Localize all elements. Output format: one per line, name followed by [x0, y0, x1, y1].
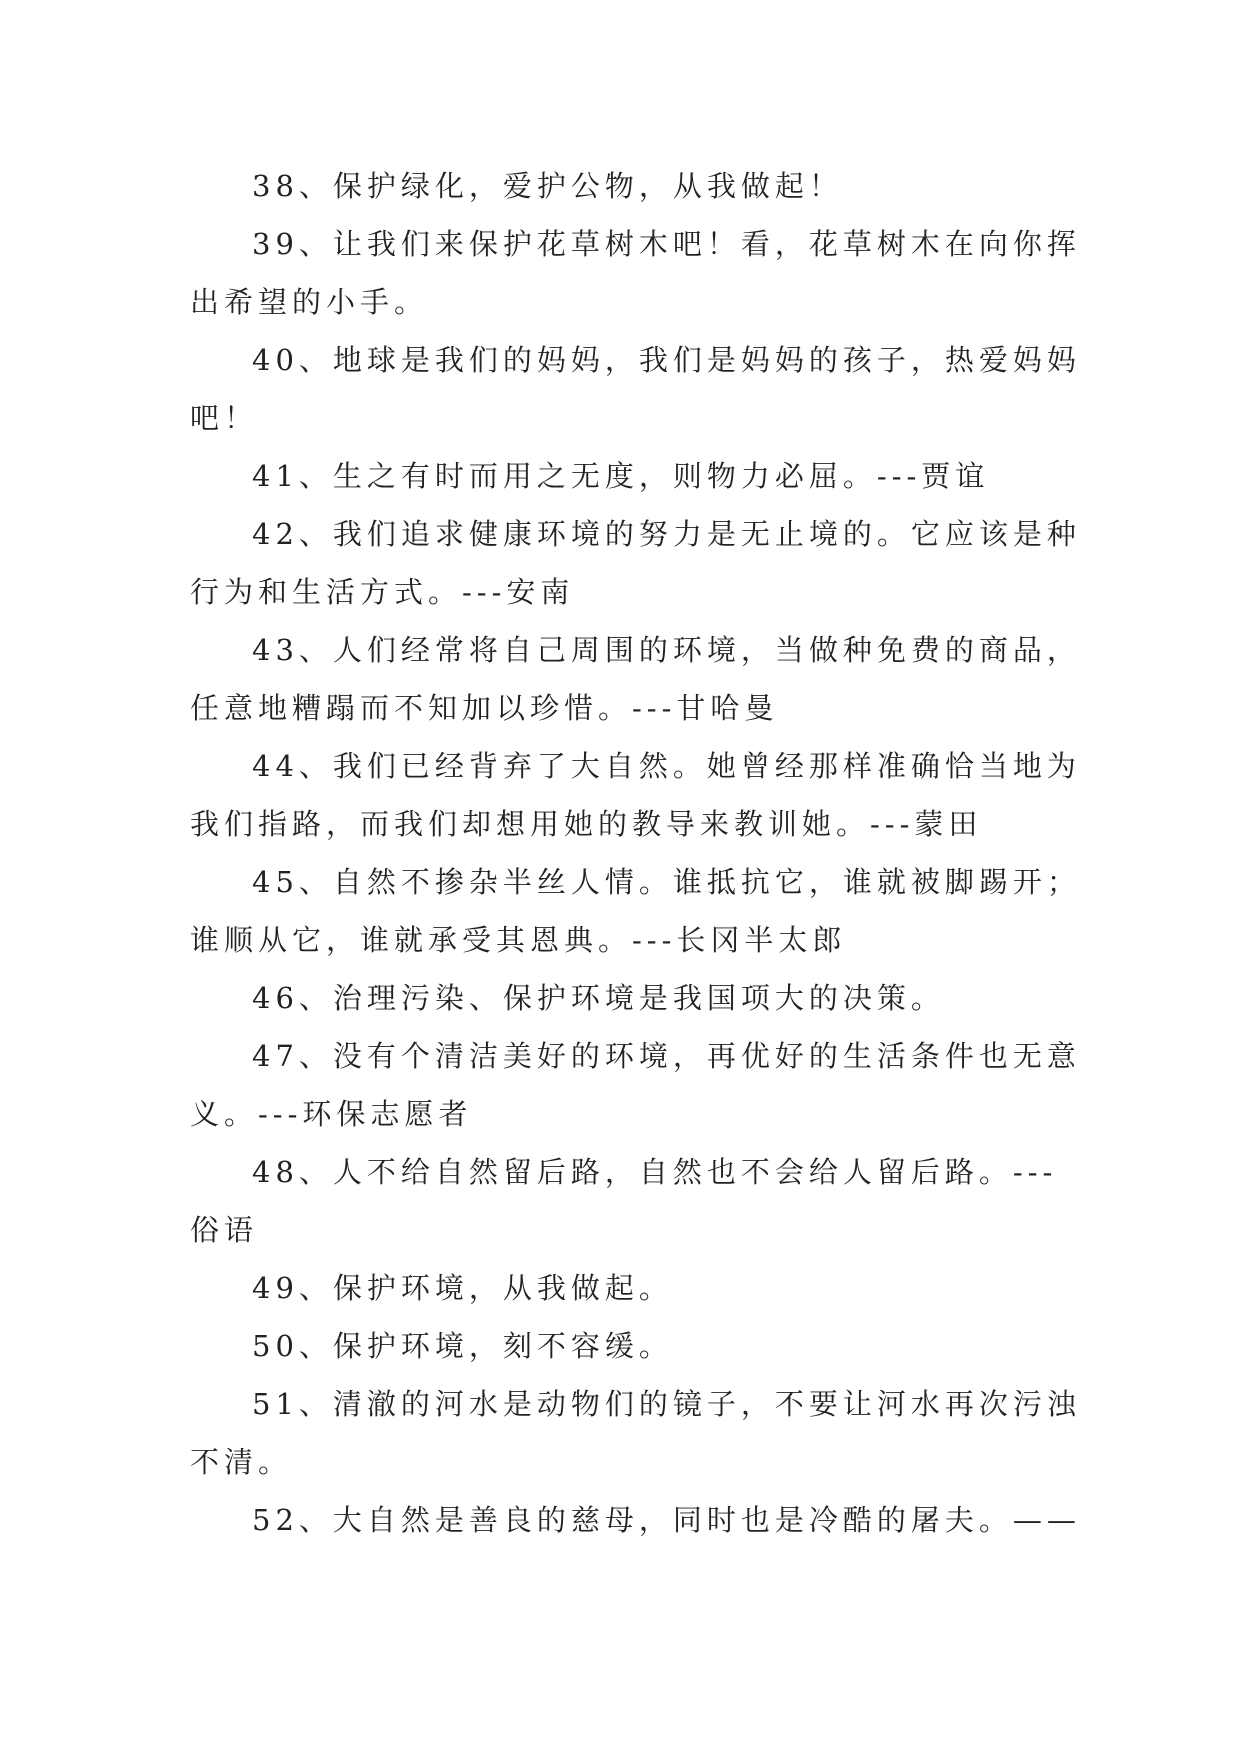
quote-line: 48、人不给自然留后路，自然也不会给人留后路。---	[252, 1155, 1058, 1189]
quote-line: 43、人们经常将自己周围的环境，当做种免费的商品，	[252, 633, 1081, 667]
quote-line: 42、我们追求健康环境的努力是无止境的。它应该是种	[252, 517, 1081, 551]
quote-line: 49、保护环境，从我做起。	[252, 1271, 673, 1305]
quote-line: 义。---环保志愿者	[190, 1097, 473, 1131]
quote-line: 52、大自然是善良的慈母，同时也是冷酷的屠夫。——	[252, 1503, 1081, 1537]
quote-line: 47、没有个清洁美好的环境，再优好的生活条件也无意	[252, 1039, 1081, 1073]
quote-line: 俗语	[190, 1213, 259, 1247]
quote-line: 44、我们已经背弃了大自然。她曾经那样准确恰当地为	[252, 749, 1081, 783]
quote-line: 吧！	[190, 401, 259, 435]
quote-line: 51、清澈的河水是动物们的镜子，不要让河水再次污浊	[252, 1387, 1081, 1421]
quote-line: 50、保护环境，刻不容缓。	[252, 1329, 673, 1363]
quote-line: 任意地糟蹋而不知加以珍惜。---甘哈曼	[190, 691, 779, 725]
quote-line: 46、治理污染、保护环境是我国项大的决策。	[252, 981, 945, 1015]
quote-line: 39、让我们来保护花草树木吧！看，花草树木在向你挥	[252, 227, 1081, 261]
quote-line: 行为和生活方式。---安南	[190, 575, 575, 609]
quote-line: 谁顺从它，谁就承受其恩典。---长冈半太郎	[190, 923, 847, 957]
quote-line: 不清。	[190, 1445, 293, 1479]
quote-line: 41、生之有时而用之无度，则物力必屈。---贾谊	[252, 459, 990, 493]
quote-line: 我们指路，而我们却想用她的教导来教训她。---蒙田	[190, 807, 983, 841]
quote-line: 38、保护绿化，爱护公物，从我做起！	[252, 169, 843, 203]
quote-line: 45、自然不掺杂半丝人情。谁抵抗它，谁就被脚踢开；	[252, 865, 1081, 899]
quote-line: 出希望的小手。	[190, 285, 429, 319]
quote-line: 40、地球是我们的妈妈，我们是妈妈的孩子，热爱妈妈	[252, 343, 1081, 377]
